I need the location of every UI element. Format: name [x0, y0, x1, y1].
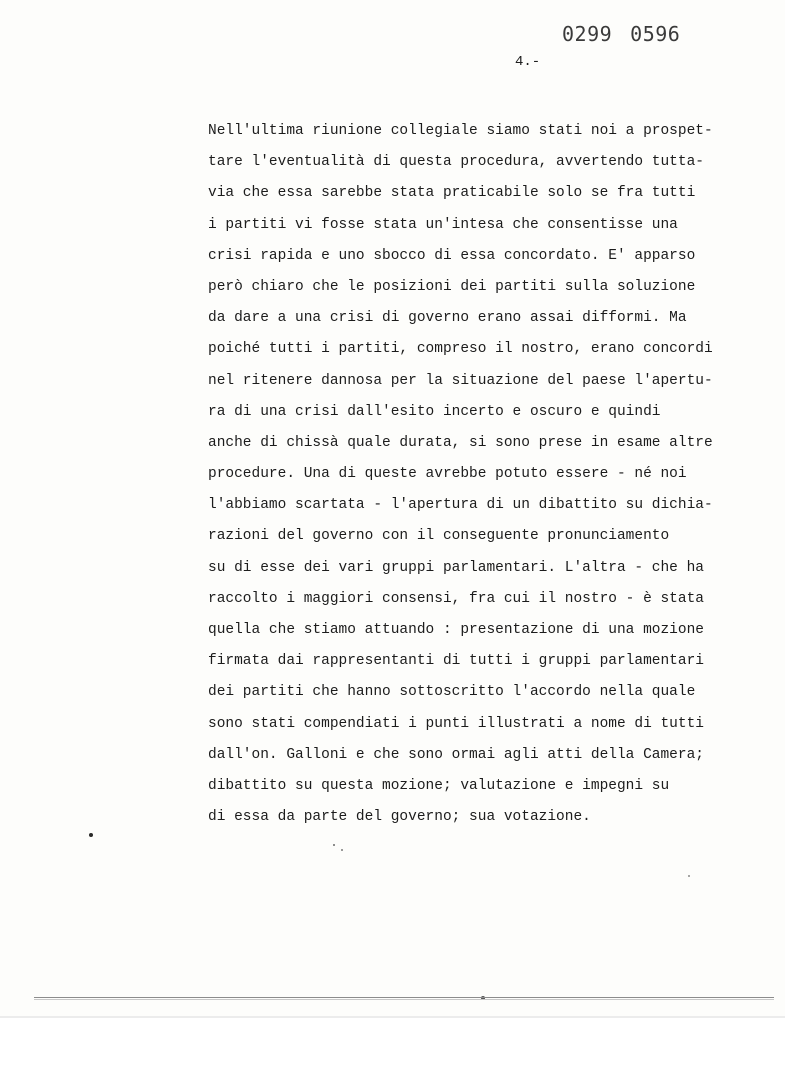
- text-line: firmata dai rappresentanti di tutti i gruppi parlamentari: [208, 653, 704, 670]
- paper-edge: [0, 1016, 785, 1018]
- text-line: poiché tutti i partiti, compreso il nostro, erano concordi: [208, 341, 713, 358]
- text-line: procedure. Una di queste avrebbe potuto essere - né noi: [208, 466, 687, 483]
- text-line: l'abbiamo scartata - l'apertura di un dibattito su dichia-: [208, 497, 713, 514]
- page-bottom-line: [34, 997, 774, 998]
- text-line: dibattito su questa mozione; valutazione e impegni su: [208, 777, 670, 794]
- text-line: i partiti vi fosse stata un'intesa che consentisse una: [208, 216, 678, 233]
- text-line: anche di chissà quale durata, si sono prese in esame altre: [208, 434, 713, 451]
- ink-speck: [333, 844, 335, 846]
- text-line: crisi rapida e uno sbocco di essa concordato. E' apparso: [208, 247, 696, 264]
- text-line: di essa da parte del governo; sua votazione.: [208, 809, 591, 826]
- text-line: dall'on. Galloni e che sono ormai agli atti della Camera;: [208, 746, 704, 763]
- text-line: sono stati compendiati i punti illustrati a nome di tutti: [208, 715, 704, 732]
- text-line: nel ritenere dannosa per la situazione del paese l'apertu-: [208, 372, 713, 389]
- ink-speck: [341, 849, 343, 851]
- text-line: quella che stiamo attuando : presentazione di una mozione: [208, 622, 704, 638]
- text-line: razioni del governo con il conseguente pronunciamento: [208, 528, 670, 545]
- text-line: dei partiti che hanno sottoscritto l'accordo nella quale: [208, 684, 696, 701]
- text-line: Nell'ultima riunione collegiale siamo stati noi a prospet-: [208, 123, 713, 139]
- archive-number-part1: 0299: [562, 22, 613, 46]
- archive-number: [562, 22, 680, 46]
- ink-speck: [89, 833, 93, 837]
- archive-number-part2: 0596: [630, 22, 681, 46]
- text-line: su di esse dei vari gruppi parlamentari. L'altra - che ha: [208, 559, 704, 576]
- text-line: da dare a una crisi di governo erano assai difformi. Ma: [208, 310, 687, 327]
- text-line: ra di una crisi dall'esito incerto e oscuro e quindi: [208, 403, 661, 420]
- page-number: 4.-: [515, 54, 541, 70]
- text-line: tare l'eventualità di questa procedura, avvertendo tutta-: [208, 154, 704, 171]
- text-line: via che essa sarebbe stata praticabile solo se fra tutti: [208, 185, 696, 202]
- text-line: però chiaro che le posizioni dei partiti sulla soluzione: [208, 278, 696, 295]
- page-bottom-line-shadow: [34, 999, 774, 1000]
- text-line: raccolto i maggiori consensi, fra cui il nostro - è stata: [208, 590, 704, 607]
- body-text: [208, 116, 768, 833]
- ink-speck: [688, 875, 690, 877]
